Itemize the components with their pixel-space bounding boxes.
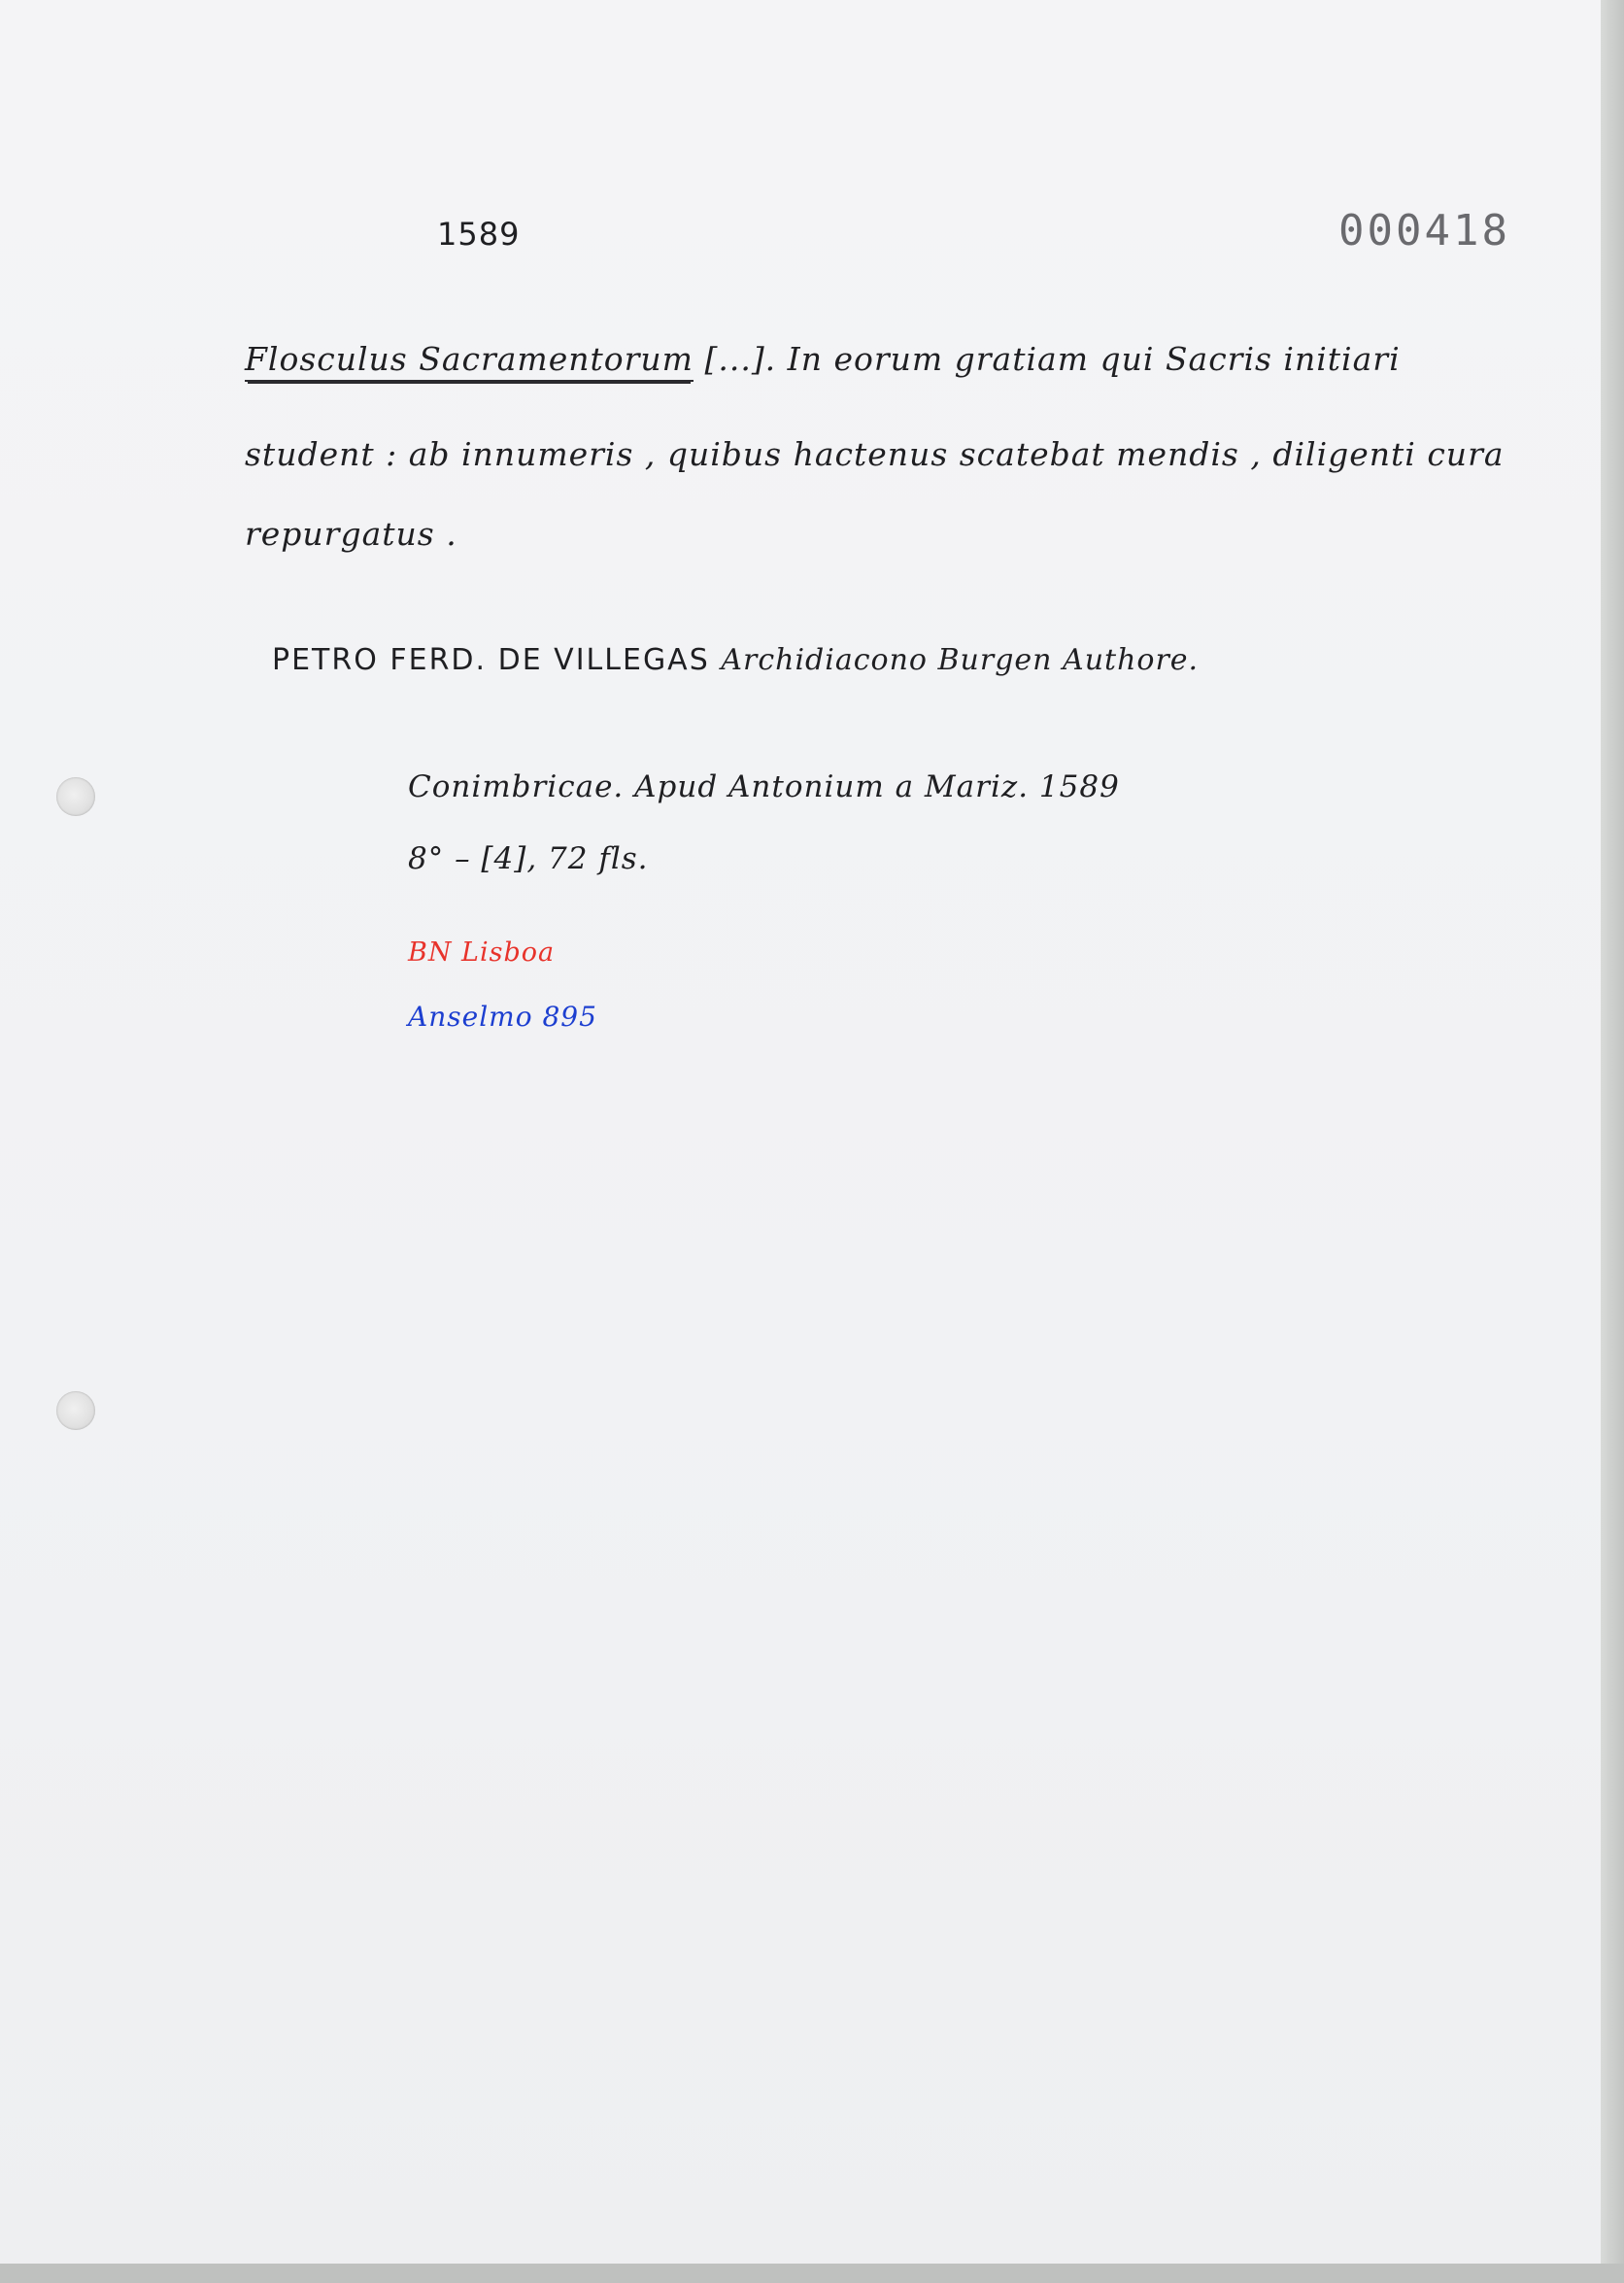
title-lead: Flosculus Sacramentorum — [245, 340, 694, 382]
scan-right-edge — [1601, 0, 1624, 2283]
author-name: PETRO FERD. DE VILLEGAS — [272, 643, 710, 677]
punch-hole-top — [56, 777, 95, 816]
imprint-line: Conimbricae. Apud Antonium a Mariz. 1589 — [408, 769, 1120, 804]
title-line-2: student : ab innumeris , quibus hactenus scatebat mendis , diligenti cura — [245, 435, 1505, 473]
title-line-3: repurgatus . — [245, 515, 457, 553]
author-statement — [272, 643, 1199, 677]
punch-hole-bottom — [56, 1391, 95, 1430]
bibliographic-reference: Anselmo 895 — [408, 1001, 597, 1033]
collation-line: 8° – [4], 72 fls. — [408, 841, 649, 876]
card-year: 1589 — [437, 216, 521, 253]
author-role: Archidiacono Burgen Authore. — [721, 643, 1200, 677]
holding-library: BN Lisboa — [408, 937, 556, 968]
title-line-1 — [245, 340, 1401, 382]
record-number-stamp: 000418 — [1338, 206, 1510, 256]
title-line-1-rest: [...]. In eorum gratiam qui Sacris initiari — [704, 340, 1401, 378]
scan-bottom-edge — [0, 2264, 1624, 2283]
